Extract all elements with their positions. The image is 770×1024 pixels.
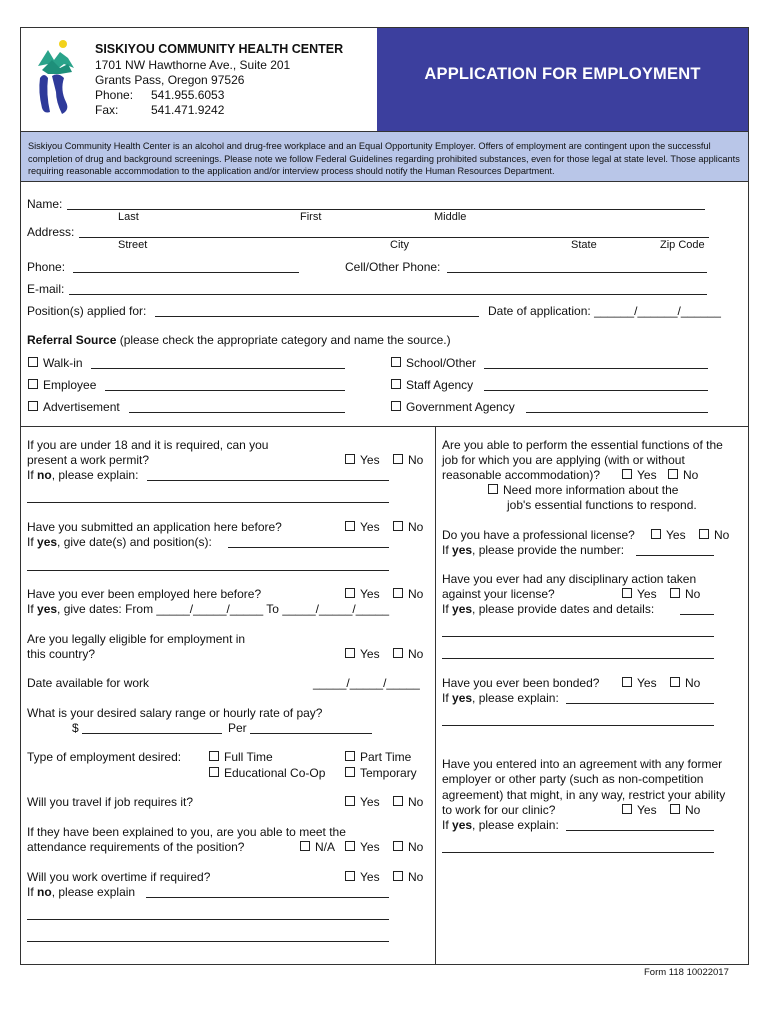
walk-in-option[interactable] (28, 356, 83, 370)
checkbox[interactable] (209, 751, 219, 761)
prior-application-input-2[interactable] (27, 570, 389, 571)
checkbox[interactable] (345, 751, 355, 761)
school-label: School/Other (406, 356, 477, 370)
bonded-no[interactable]: No (670, 676, 700, 690)
prior-employment-yes[interactable]: Yes (345, 587, 380, 601)
disciplinary-input-3[interactable] (442, 658, 714, 659)
work-permit-no[interactable]: No (393, 453, 423, 467)
eligibility-yes[interactable]: Yes (345, 647, 380, 661)
prior-employment-question: Have you ever been employed here before? (27, 587, 262, 601)
essential-functions-question-line3: reasonable accommodation)? (442, 468, 601, 482)
logo-icon (34, 38, 78, 120)
advertisement-label: Advertisement (43, 400, 120, 414)
checkbox[interactable] (209, 767, 219, 777)
staff-agency-label: Staff Agency (406, 378, 474, 392)
prior-application-input[interactable] (228, 547, 389, 548)
referral-heading-note: (please check the appropriate category and name the source.) (116, 333, 451, 347)
prior-employment-no[interactable]: No (393, 587, 423, 601)
license-number-label: If yes, please provide the number: (442, 543, 625, 557)
checkbox[interactable] (393, 648, 403, 658)
org-phone: 541.955.6053 (151, 88, 225, 102)
agreement-explain-input-2[interactable] (442, 852, 714, 853)
referral-heading (27, 333, 451, 347)
street-caption: Street (118, 239, 148, 251)
employee-option[interactable] (28, 378, 96, 392)
government-agency-option[interactable] (391, 400, 515, 414)
checkbox[interactable] (393, 871, 403, 881)
salary-dollar-sign: $ (72, 721, 79, 735)
address-label: Address: (27, 225, 75, 239)
checkbox[interactable] (393, 796, 403, 806)
walk-in-label: Walk-in (43, 356, 83, 370)
work-permit-explain-label: If no, please explain: (27, 468, 139, 482)
part-time-option[interactable]: Part Time (345, 750, 411, 764)
name-label: Name: (27, 197, 63, 211)
checkbox[interactable] (345, 841, 355, 851)
first-name-caption: First (300, 211, 322, 223)
advertisement-input[interactable] (129, 412, 345, 413)
cell-phone-input[interactable] (447, 272, 707, 273)
checkbox[interactable] (670, 588, 680, 598)
city-caption: City (390, 239, 409, 251)
checkbox[interactable] (622, 469, 632, 479)
column-divider (435, 426, 436, 965)
prior-application-question: Have you submitted an application here before? (27, 520, 282, 534)
org-fax-label: Fax: (95, 103, 119, 117)
agreement-question-line2: employer or other party (such as non-competition (442, 772, 704, 786)
overtime-explain-label: If no, please explain (27, 885, 136, 899)
state-caption: State (571, 239, 597, 251)
address-input[interactable] (79, 237, 709, 238)
advertisement-option[interactable] (28, 400, 120, 414)
last-name-caption: Last (118, 211, 139, 223)
bonded-yes[interactable]: Yes (622, 676, 657, 690)
prior-application-detail-label: If yes, give date(s) and position(s): (27, 535, 212, 549)
full-time-option[interactable]: Full Time (209, 750, 273, 764)
overtime-explain-input-2[interactable] (27, 919, 389, 920)
staff-agency-option[interactable] (391, 378, 473, 392)
walk-in-input[interactable] (91, 368, 345, 369)
eligibility-question-line2: this country? (27, 647, 96, 661)
temporary-option[interactable]: Temporary (345, 766, 417, 780)
staff-agency-input[interactable] (484, 390, 708, 391)
form-number: Form 118 10022017 (644, 967, 729, 978)
email-label: E-mail: (27, 282, 65, 296)
zip-caption: Zip Code (660, 239, 705, 251)
government-agency-checkbox[interactable] (391, 401, 401, 411)
bonded-question: Have you ever been bonded? (442, 676, 600, 690)
license-no[interactable]: No (699, 528, 729, 542)
agreement-question-line3: agreement) that might, in any way, restrict your ability (442, 788, 726, 802)
org-address-line2: Grants Pass, Oregon 97526 (95, 73, 245, 87)
school-checkbox[interactable] (391, 357, 401, 367)
disciplinary-question: Have you ever had any disciplinary action taken (442, 572, 697, 586)
work-permit-question: If you are under 18 and it is required, can you (27, 438, 269, 452)
essential-functions-question: Are you able to perform the essential functions of the (442, 438, 723, 452)
advertisement-checkbox[interactable] (28, 401, 38, 411)
checkbox[interactable] (670, 804, 680, 814)
prior-application-no[interactable]: No (393, 520, 423, 534)
checkbox[interactable] (345, 588, 355, 598)
referral-heading-bold: Referral Source (27, 333, 117, 347)
org-fax: 541.471.9242 (151, 103, 225, 117)
school-input[interactable] (484, 368, 708, 369)
checkbox[interactable] (393, 454, 403, 464)
walk-in-checkbox[interactable] (28, 357, 38, 367)
government-agency-input[interactable] (526, 412, 708, 413)
agreement-explain-input[interactable] (566, 830, 714, 831)
disciplinary-question-line2: against your license? (442, 587, 555, 601)
travel-no[interactable]: No (393, 795, 423, 809)
checkbox[interactable] (622, 677, 632, 687)
agreement-question-line4: to work for our clinic? (442, 803, 556, 817)
positions-label: Position(s) applied for: (27, 304, 147, 318)
positions-input[interactable] (155, 316, 479, 317)
checkbox[interactable] (668, 469, 678, 479)
salary-per-input[interactable] (250, 733, 372, 734)
coop-option[interactable]: Educational Co-Op (209, 766, 325, 780)
checkbox[interactable] (488, 484, 498, 494)
travel-yes[interactable]: Yes (345, 795, 380, 809)
work-permit-yes[interactable]: Yes (345, 453, 380, 467)
middle-name-caption: Middle (434, 211, 467, 223)
agreement-no[interactable]: No (670, 803, 700, 817)
agreement-explain-label: If yes, please explain: (442, 818, 559, 832)
checkbox[interactable] (393, 588, 403, 598)
checkbox[interactable] (393, 841, 403, 851)
employee-checkbox[interactable] (28, 379, 38, 389)
employee-input[interactable] (105, 390, 345, 391)
essential-functions-question-line2: job for which you are applying (with or without (442, 453, 685, 467)
disciplinary-input[interactable] (680, 614, 714, 615)
checkbox[interactable] (345, 871, 355, 881)
prior-employment-dates[interactable]: If yes, give dates: From _____/_____/_____ To _____/_____/_____ (27, 602, 390, 616)
overtime-explain-input[interactable] (146, 897, 389, 898)
checkbox[interactable] (651, 529, 661, 539)
need-more-info-line2: job's essential functions to respond. (507, 498, 697, 512)
bonded-explain-input[interactable] (566, 703, 714, 704)
disciplinary-input-2[interactable] (442, 636, 714, 637)
bonded-explain-label: If yes, please explain: (442, 691, 559, 705)
org-name: SISKIYOU COMMUNITY HEALTH CENTER (95, 42, 344, 56)
bonded-explain-input-2[interactable] (442, 725, 714, 726)
org-phone-label: Phone: (95, 88, 134, 102)
license-question: Do you have a professional license? (442, 528, 635, 542)
staff-agency-checkbox[interactable] (391, 379, 401, 389)
phone-label: Phone: (27, 260, 66, 274)
employee-label: Employee (43, 378, 97, 392)
work-permit-explain-input[interactable] (147, 480, 389, 481)
government-agency-label: Government Agency (406, 400, 515, 414)
attendance-question: If they have been explained to you, are you able to meet the (27, 825, 346, 839)
eligibility-question: Are you legally eligible for employment in (27, 632, 246, 646)
section-divider (21, 426, 748, 427)
agreement-yes[interactable]: Yes (622, 803, 657, 817)
org-address-line1: 1701 NW Hawthorne Ave., Suite 201 (95, 58, 291, 72)
essential-functions-no[interactable]: No (668, 468, 698, 482)
form-title: APPLICATION FOR EMPLOYMENT (424, 65, 701, 83)
checkbox[interactable] (345, 521, 355, 531)
salary-input[interactable] (82, 733, 222, 734)
employment-type-label: Type of employment desired: (27, 750, 182, 764)
salary-per-label: Per (228, 721, 247, 735)
checkbox[interactable] (345, 648, 355, 658)
checkbox[interactable] (670, 677, 680, 687)
prior-application-yes[interactable]: Yes (345, 520, 380, 534)
attendance-yes[interactable]: Yes (345, 840, 380, 854)
overtime-yes[interactable]: Yes (345, 870, 380, 884)
checkbox[interactable] (622, 804, 632, 814)
essential-functions-yes[interactable]: Yes (622, 468, 657, 482)
overtime-explain-input-3[interactable] (27, 941, 389, 942)
salary-question: What is your desired salary range or hourly rate of pay? (27, 706, 323, 720)
checkbox[interactable] (345, 454, 355, 464)
eeo-notice: Siskiyou Community Health Center is an alcohol and drug-free workplace and an Equal Opportunity Employer. Offers of employment are contingent upon the successful completion of drug and background screenings. Please note we follow Federal Guidelines regarding prohibited substances, even for those legal at state level. Those applicants requiring reasonable accommodation to the application and/or interview process should notify the Human Resources Department. (21, 131, 748, 182)
checkbox[interactable] (393, 521, 403, 531)
disciplinary-detail-label: If yes, please provide dates and details: (442, 602, 655, 616)
cell-phone-label: Cell/Other Phone: (345, 260, 441, 274)
attendance-no[interactable]: No (393, 840, 423, 854)
checkbox[interactable] (699, 529, 709, 539)
license-yes[interactable]: Yes (651, 528, 686, 542)
travel-question: Will you travel if job requires it? (27, 795, 194, 809)
disciplinary-no[interactable]: No (670, 587, 700, 601)
date-available-input[interactable]: _____/_____/_____ (313, 676, 420, 690)
school-option[interactable] (391, 356, 476, 370)
name-input[interactable] (67, 209, 705, 210)
phone-input[interactable] (73, 272, 299, 273)
checkbox[interactable] (345, 767, 355, 777)
checkbox[interactable] (300, 841, 310, 851)
license-number-input[interactable] (636, 555, 714, 556)
work-permit-question-line2: present a work permit? (27, 453, 150, 467)
checkbox[interactable] (345, 796, 355, 806)
attendance-question-line2: attendance requirements of the position? (27, 840, 245, 854)
eligibility-no[interactable]: No (393, 647, 423, 661)
disciplinary-yes[interactable]: Yes (622, 587, 657, 601)
need-more-info-option[interactable]: Need more information about the (488, 483, 678, 497)
email-input[interactable] (69, 294, 707, 295)
work-permit-explain-input-2[interactable] (27, 502, 389, 503)
agreement-question: Have you entered into an agreement with any former (442, 757, 723, 771)
attendance-na[interactable]: N/A (300, 840, 335, 854)
overtime-question: Will you work overtime if required? (27, 870, 211, 884)
overtime-no[interactable]: No (393, 870, 423, 884)
date-of-application[interactable]: Date of application: ______/______/______ (488, 304, 721, 318)
checkbox[interactable] (622, 588, 632, 598)
date-available-label: Date available for work (27, 676, 150, 690)
